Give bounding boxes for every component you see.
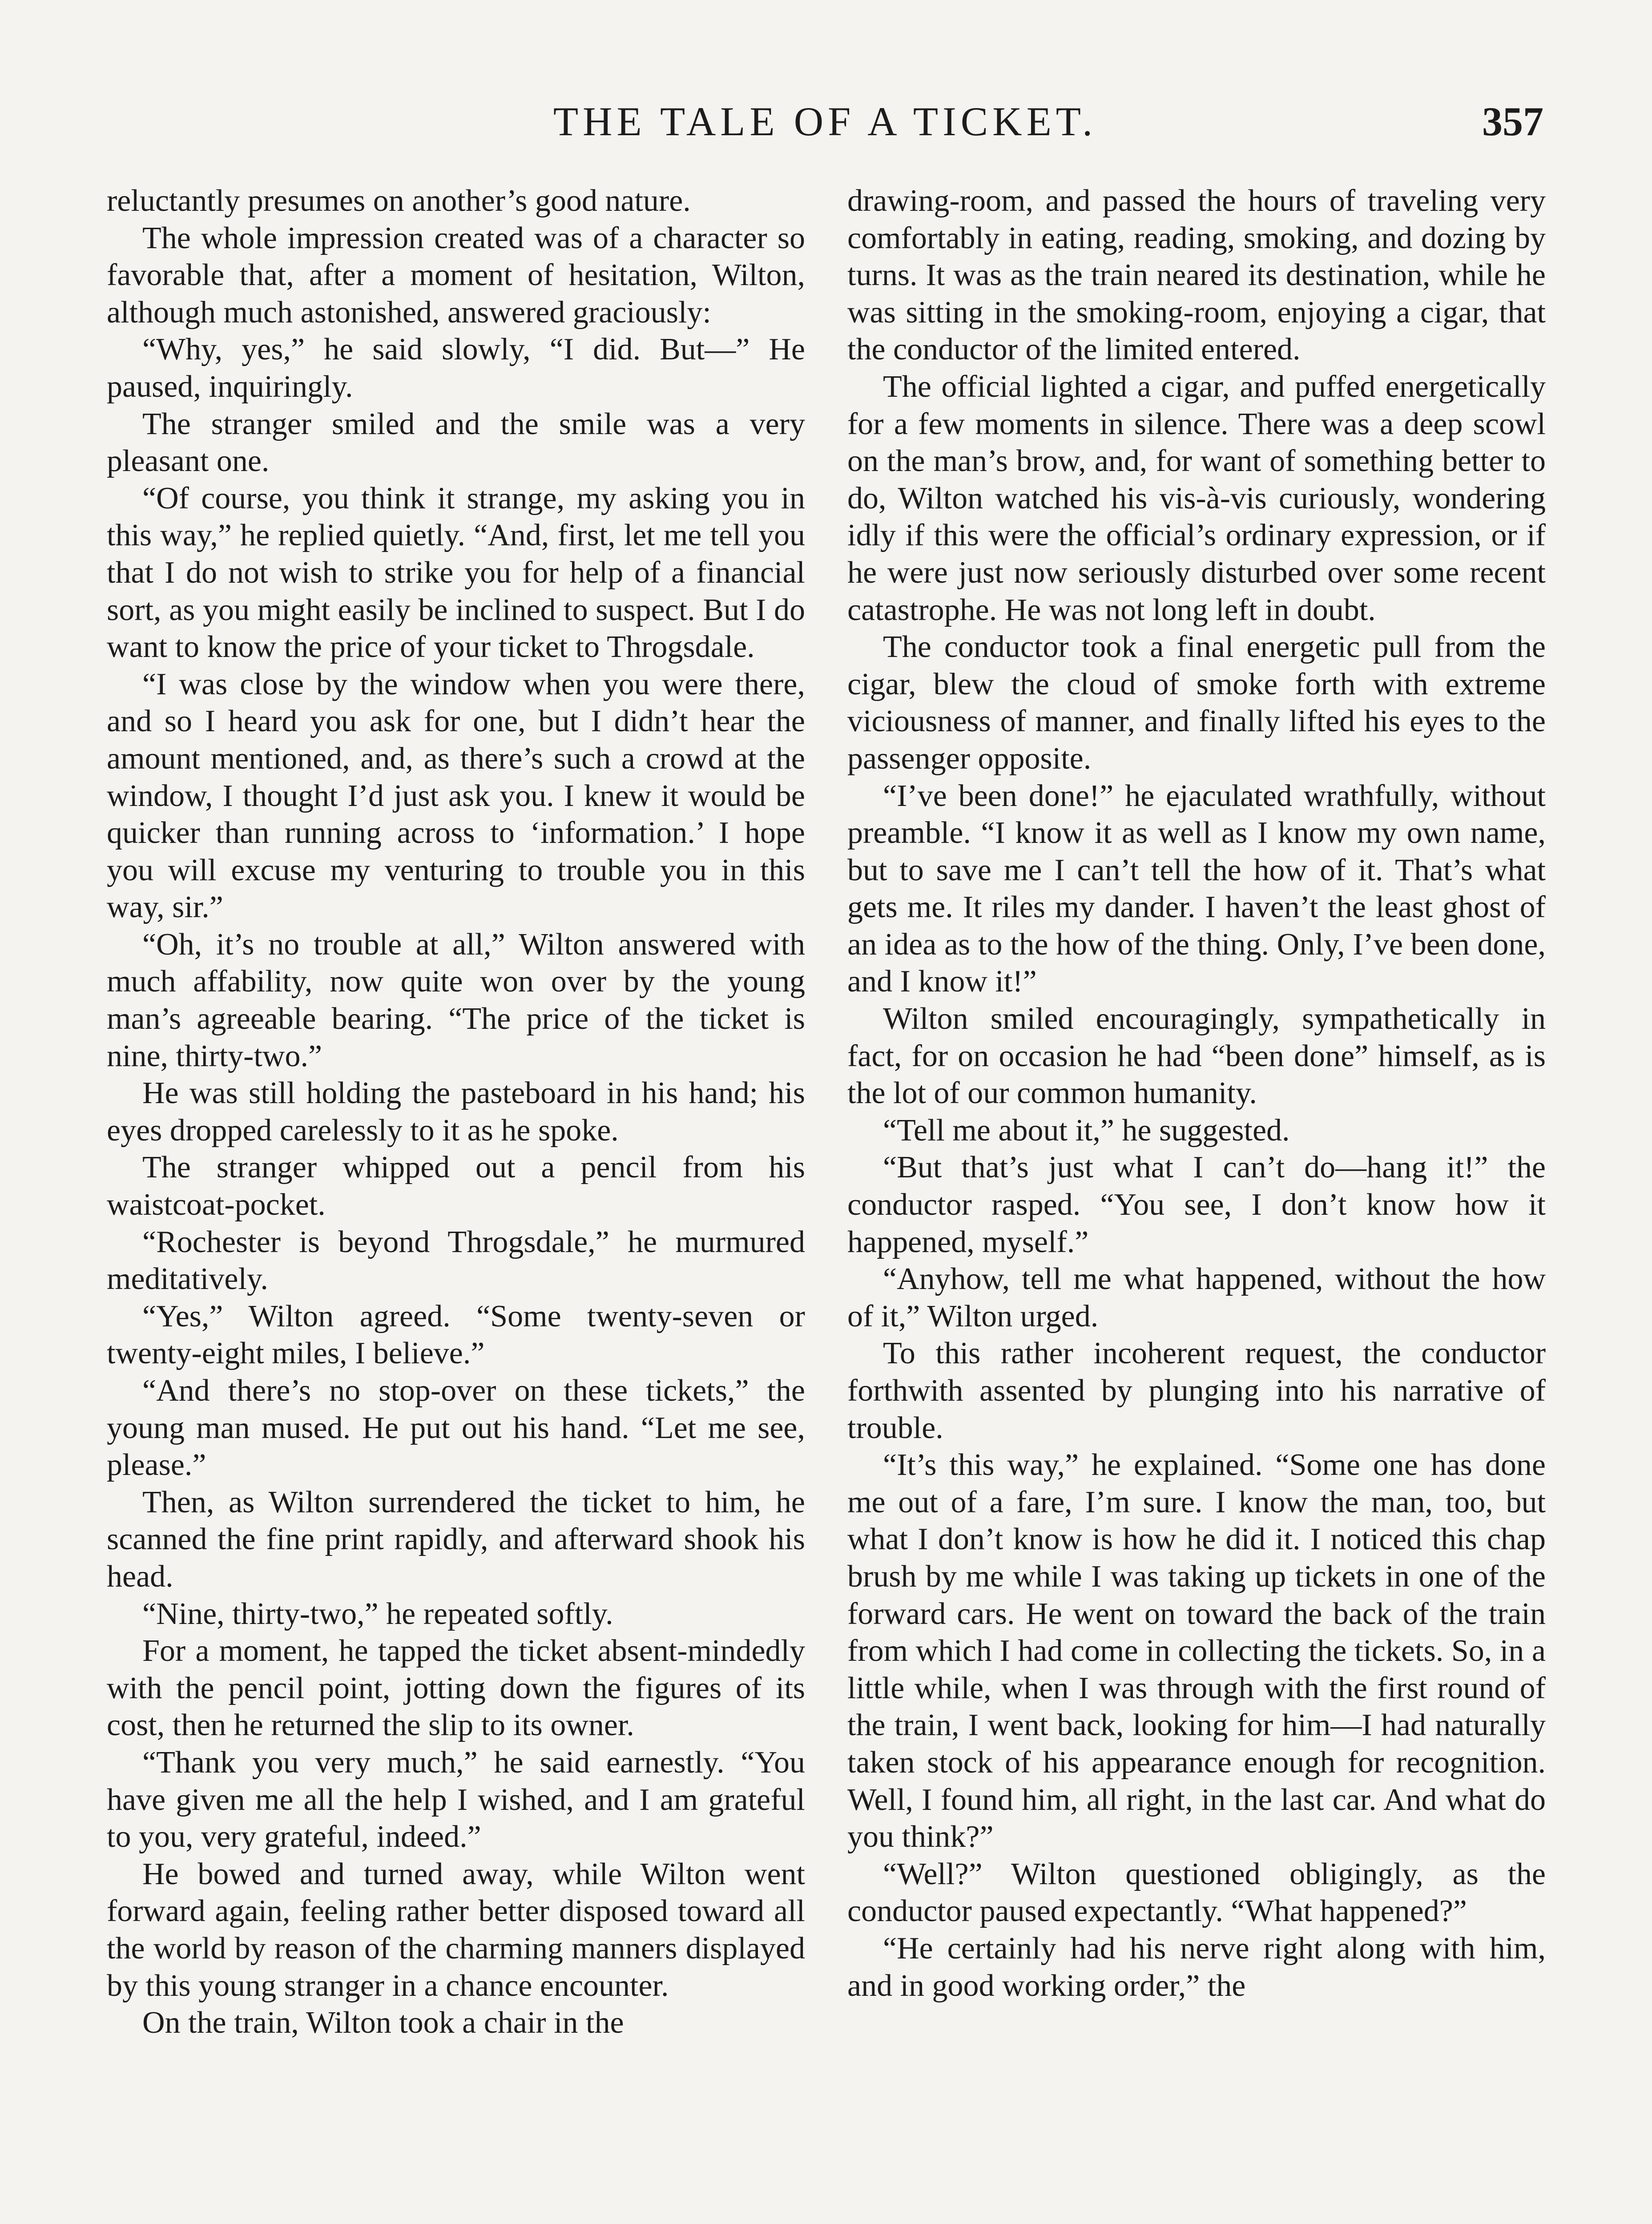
paragraph: “Yes,” Wilton agreed. “Some twenty-seven or twenty-eight miles, I believe.” <box>107 1299 805 1371</box>
paragraph: “Why, yes,” he said slowly, “I did. But—” He paused, inquiringly. <box>107 332 805 404</box>
page-number: 357 <box>1482 99 1543 144</box>
paragraph: For a moment, he tapped the ticket absent-mindedly with the pencil point, jotting down the figures of its cost, then he returned the slip to its owner. <box>107 1634 805 1743</box>
paragraph: “But that’s just what I can’t do—hang it!” the conductor rasped. “You see, I don’t know how it happened, myself.” <box>847 1150 1546 1259</box>
paragraph: Wilton smiled encouragingly, sympathetically in fact, for on occasion he had “been done” himself, as is the lot of our common humanity. <box>847 1002 1546 1111</box>
paragraph: The conductor took a final energetic pull from the cigar, blew the cloud of smoke forth with extreme viciousness of manner, and finally lifted his eyes to the passenger opposite. <box>847 630 1546 776</box>
paragraph: The whole impression created was of a character so favorable that, after a moment of hesitation, Wilton, although much astonished, answered graciously: <box>107 221 805 330</box>
paragraph: He was still holding the pasteboard in his hand; his eyes dropped carelessly to it as he spoke. <box>107 1076 805 1148</box>
paragraph: The stranger whipped out a pencil from his waistcoat-pocket. <box>107 1150 805 1222</box>
paragraph: The stranger smiled and the smile was a very pleasant one. <box>107 407 805 479</box>
paragraph: To this rather incoherent request, the conductor forthwith assented by plunging into his narrative of trouble. <box>847 1336 1546 1445</box>
paragraph: “I was close by the window when you were there, and so I heard you ask for one, but I didn’t hear the amount mentioned, and, as there’s such a crowd at the window, I thought I’d just ask you. I knew it would be quicker than running across to ‘information.’ I hope you will excuse my venturing to trouble you in this way, sir.” <box>107 667 805 925</box>
paragraph: reluctantly presumes on another’s good nature. <box>107 184 691 218</box>
paragraph: “Rochester is beyond Throgsdale,” he murmured meditatively. <box>107 1225 805 1297</box>
paragraph: “Tell me about it,” he suggested. <box>883 1113 1290 1148</box>
paragraph: The official lighted a cigar, and puffed energetically for a few moments in silence. There was a deep scowl on the man’s brow, and, for want of something better to do, Wilton watched his vis-à-vis curiously, wondering idly if this were the official’s ordinary expression, or if he were just now seriously disturbed over some recent catastrophe. He was not long left in doubt. <box>847 369 1546 627</box>
running-title: THE TALE OF A TICKET. <box>553 99 1097 144</box>
left-column <box>107 182 805 2224</box>
right-column <box>847 182 1546 2224</box>
paragraph: “It’s this way,” he explained. “Some one has done me out of a fare, I’m sure. I know the man, too, but what I don’t know is how he did it. I noticed this chap brush by me while I was taking up tickets in one of the forward cars. He went on toward the back of the train from which I had come in collecting the tickets. So, in a little while, when I was through with the first round of the train, I went back, looking for him—I had naturally taken stock of his appearance enough for recognition. Well, I found him, all right, in the last car. And what do you think?” <box>847 1448 1546 1854</box>
paragraph: “And there’s no stop-over on these tickets,” the young man mused. He put out his hand. “Let me see, please.” <box>107 1374 805 1483</box>
paragraph: “Nine, thirty-two,” he repeated softly. <box>142 1596 613 1631</box>
paragraph: On the train, Wilton took a chair in the <box>142 2006 624 2040</box>
paragraph: “Well?” Wilton questioned obligingly, as the conductor paused expectantly. “What happened?” <box>847 1857 1546 1929</box>
paragraph: He bowed and turned away, while Wilton went forward again, feeling rather better disposed toward all the world by reason of the charming manners displayed by this young stranger in a chance encounter. <box>107 1857 805 2003</box>
paragraph: drawing-room, and passed the hours of traveling very comfortably in eating, reading, smoking, and dozing by turns. It was as the train neared its destination, while he was sitting in the smoking-room, enjoying a cigar, that the conductor of the limited entered. <box>847 184 1546 367</box>
paragraph: “Anyhow, tell me what happened, without the how of it,” Wilton urged. <box>847 1262 1546 1334</box>
page-header <box>107 89 1543 156</box>
paragraph: “I’ve been done!” he ejaculated wrathfully, without preamble. “I know it as well as I know my own name, but to save me I can’t tell the how of it. That’s what gets me. It riles my dander. I haven’t the least ghost of an idea as to the how of the thing. Only, I’ve been done, and I know it!” <box>847 778 1546 999</box>
paragraph: Then, as Wilton surrendered the ticket to him, he scanned the fine print rapidly, and afterward shook his head. <box>107 1485 805 1594</box>
paragraph: “Thank you very much,” he said earnestly. “You have given me all the help I wished, and I am grateful to you, very grateful, indeed.” <box>107 1745 805 1854</box>
paragraph: “He certainly had his nerve right along with him, and in good working order,” the <box>847 1931 1546 2003</box>
paragraph: “Oh, it’s no trouble at all,” Wilton answered with much affability, now quite won over by the young man’s agreeable bearing. “The price of the ticket is nine, thirty-two.” <box>107 927 805 1073</box>
paragraph: “Of course, you think it strange, my asking you in this way,” he replied quietly. “And, first, let me tell you that I do not wish to strike you for help of a financial sort, as you might easily be inclined to suspect. But I do want to know the price of your ticket to Throgsdale. <box>107 481 805 665</box>
